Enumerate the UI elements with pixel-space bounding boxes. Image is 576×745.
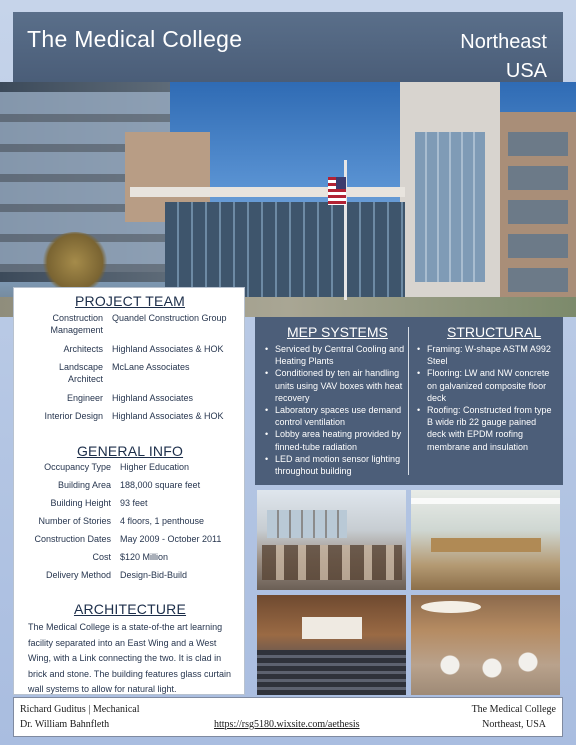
footer-advisor: Dr. William Bahnfleth [20,719,110,730]
classroom-photo [257,490,406,590]
info-panel [13,287,245,695]
architecture-heading: ARCHITECTURE [73,601,187,617]
info-value: 4 floors, 1 penthouse [120,516,205,526]
info-value: May 2009 - October 2011 [120,534,222,544]
structural-item: • Flooring: LW and NW concrete on galvanized composite floor deck [417,367,557,404]
systems-box [255,317,563,485]
info-label: Building Area [57,480,111,490]
team-value: Quandel Construction Group [112,313,227,323]
team-value: Highland Associates & HOK [112,411,224,421]
page-title: The Medical College [27,26,243,52]
team-label: Engineer [66,393,103,403]
architecture-text: The Medical College is a state-of-the art learning facility separated into an East Wing and a West Wing, with a Link connecting the two. It is clad in brick and stone. The building features glass curtain wall systems to allow for natural light. [28,622,231,694]
laboratory-photo [411,490,560,590]
footer-author: Richard Guditus | Mechanical [20,704,140,715]
info-label: Occupancy Type [44,462,111,472]
lounge-photo [411,595,560,695]
region-label [460,28,547,86]
team-value: McLane Associates [112,362,190,372]
info-label: Building Height [50,498,111,508]
team-label: Landscape Architect [58,362,103,384]
info-value: Higher Education [120,462,190,472]
region-line-1: Northeast [460,31,547,53]
info-value: 93 feet [120,498,148,508]
team-label: Interior Design [44,411,103,421]
photo-right-tower [400,82,500,312]
footer-title: The Medical College [471,704,556,715]
team-label: Architects [63,344,103,354]
info-label: Cost [92,552,111,562]
info-label: Number of Stories [38,516,111,526]
structural-item: • Framing: W-shape ASTM A992 Steel [417,343,557,367]
structural-item: • Roofing: Constructed from type B wide rib 22 gauge pained deck with EPDM roofing membrane and insulation [417,404,557,453]
photo-tree [40,232,110,292]
auditorium-photo [257,595,406,695]
team-value: Highland Associates [112,393,194,403]
mep-item: • Lobby area heating provided by finned-tube radiation [265,428,405,452]
general-info-heading: GENERAL INFO [76,443,184,459]
project-team-heading: PROJECT TEAM [74,293,185,309]
info-label: Construction Dates [34,534,111,544]
info-value: $120 Million [120,552,169,562]
team-label: Construction Management [50,313,103,335]
building-photo [0,82,576,317]
team-value: Highland Associates & HOK [112,344,224,354]
info-value: 188,000 square feet [120,480,201,490]
mep-item: • Serviced by Central Cooling and Heating Plants [265,343,405,367]
mep-item: • Laboratory spaces use demand control ventilation [265,404,405,428]
mep-list [265,343,405,477]
footer-region: Northeast, USA [482,719,546,730]
mep-heading: MEP SYSTEMS [287,324,388,340]
mep-item: • Conditioned by ten air handling units using VAV boxes with heat recovery [265,367,405,404]
column-divider [408,327,409,475]
info-value: Design-Bid-Build [120,570,188,580]
region-line-2: USA [505,60,547,82]
flag-icon [328,177,346,205]
footer [13,697,563,737]
structural-list [417,343,557,453]
footer-link[interactable]: https://rsg5180.wixsite.com/aethesis [214,719,360,730]
photo-right-block [500,112,576,312]
mep-item: • LED and motion sensor lighting throughout building [265,453,405,477]
info-label: Delivery Method [45,570,111,580]
structural-heading: STRUCTURAL [447,324,542,340]
photo-canopy [130,187,405,197]
header-banner [13,12,563,82]
photo-glass-entrance [165,202,405,297]
